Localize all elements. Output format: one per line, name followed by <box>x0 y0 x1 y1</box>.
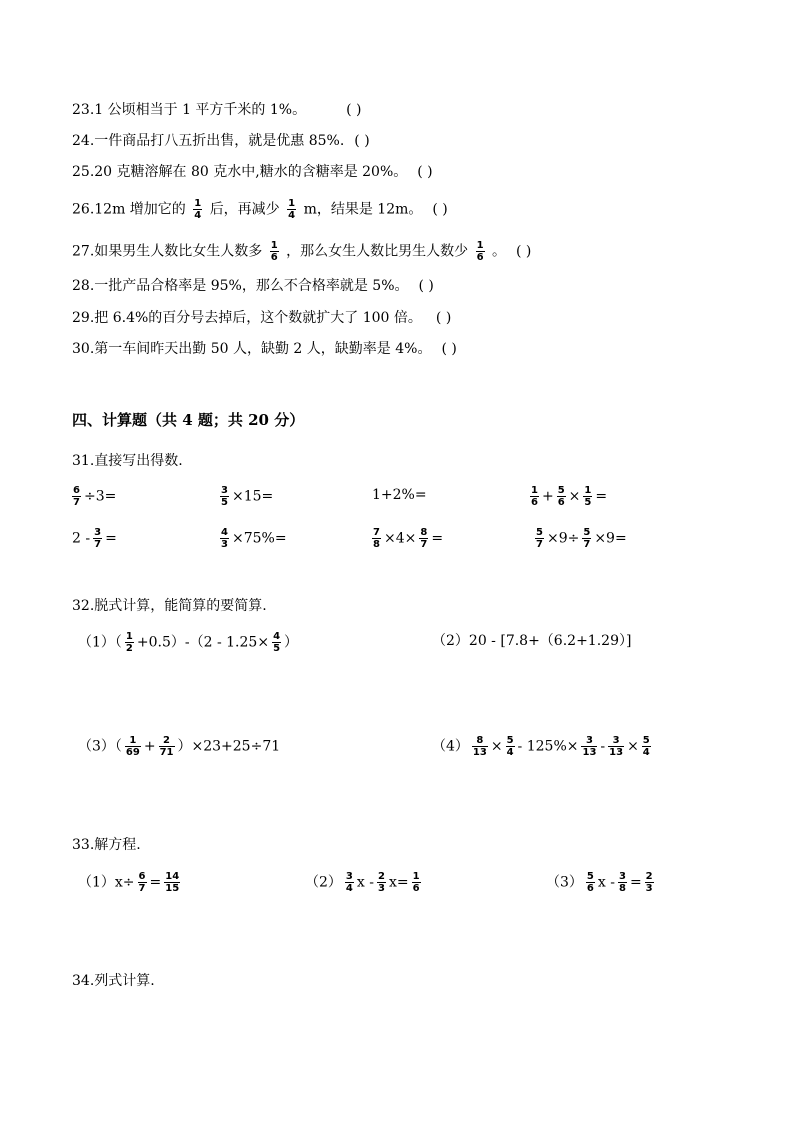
fraction: $\frac{1}{6}$ <box>270 240 278 263</box>
calc-item: $\frac{4}{3}$ ×75%= <box>221 527 287 550</box>
question-33-title: 33.解方程. <box>72 837 141 853</box>
fraction: $\frac{1}{4}$ <box>194 198 202 221</box>
question-text: 24.一件商品打八五折出售，就是优惠 85%. <box>72 133 345 149</box>
fraction: $\frac{3}{13}$ <box>582 735 597 758</box>
question-text: 。 <box>492 243 507 260</box>
calc-problem-2: （2）20 - [7.8+（6.2+1.29）] <box>432 633 632 649</box>
question-27 <box>72 240 531 263</box>
fraction: $\frac{5}{4}$ <box>642 735 650 758</box>
fraction: $\frac{1}{2}$ <box>125 631 133 654</box>
calc-item: $\frac{7}{8}$ ×4× $\frac{8}{7}$ = <box>373 527 444 550</box>
answer-paren: ( ) <box>418 278 434 294</box>
answer-paren: ( ) <box>432 201 448 218</box>
question-text: m，结果是 12m。 <box>303 201 423 218</box>
equation-3: （3） $\frac{5}{6}$ x - $\frac{3}{8}$ = $\frac{2}{3}$ <box>546 871 653 894</box>
equation-1: （1）x÷ $\frac{6}{7}$ = $\frac{14}{15}$ <box>78 871 180 894</box>
question-23 <box>72 100 361 120</box>
question-32-title: 32.脱式计算，能简算的要简算. <box>72 598 267 614</box>
fraction: $\frac{1}{69}$ <box>125 735 140 758</box>
calc-problem-4: （4） $\frac{8}{13}$ × $\frac{5}{4}$ - 125%× $\frac{3}{13}$ - $\frac{3}{13}$ × $\frac{5}{4}$ <box>432 735 650 758</box>
question-text: ，那么女生人数比男生人数少 <box>286 243 469 260</box>
fraction: $\frac{8}{13}$ <box>472 735 487 758</box>
question-25 <box>72 162 433 182</box>
fraction: $\frac{3}{13}$ <box>609 735 624 758</box>
answer-paren: ( ) <box>441 341 457 357</box>
section-title: 四、计算题（共 4 题；共 20 分） <box>72 411 305 429</box>
question-30 <box>72 339 457 359</box>
question-text: 25.20 克糖溶解在 80 克水中,糖水的含糖率是 20%。 <box>72 164 408 180</box>
fraction: $\frac{1}{6}$ <box>531 485 538 508</box>
answer-paren: ( ) <box>435 310 452 326</box>
answer-paren: ( ) <box>516 243 532 260</box>
fraction: $\frac{3}{5}$ <box>221 485 228 508</box>
answer-paren: ( ) <box>346 102 362 118</box>
fraction: $\frac{1}{4}$ <box>288 198 296 221</box>
fraction: $\frac{5}{7}$ <box>583 527 591 550</box>
fraction: $\frac{3}{7}$ <box>94 527 102 550</box>
question-text: 29.把 6.4%的百分号去掉后，这个数就扩大了 100 倍。 <box>72 310 422 326</box>
equation-2: （2） $\frac{3}{4}$ x - $\frac{2}{3}$ x= $\frac{1}{6}$ <box>305 871 420 894</box>
question-26 <box>72 198 448 221</box>
calc-item: $\frac{1}{6}$ + $\frac{5}{6}$ × $\frac{1}{5}$ = <box>531 485 608 508</box>
fraction: $\frac{6}{7}$ <box>73 485 80 508</box>
fraction: $\frac{4}{3}$ <box>221 527 228 550</box>
question-24 <box>72 131 370 151</box>
question-text: 27.如果男生人数比女生人数多 <box>72 243 263 260</box>
fraction: $\frac{5}{4}$ <box>506 735 514 758</box>
calc-item: $\frac{5}{7}$ ×9÷ $\frac{5}{7}$ ×9= <box>536 527 627 550</box>
fraction: $\frac{14}{15}$ <box>165 871 180 894</box>
fraction: $\frac{2}{3}$ <box>645 871 653 894</box>
question-text: 后，再减少 <box>209 201 280 218</box>
fraction: $\frac{1}{6}$ <box>412 871 420 894</box>
question-text: 28.一批产品合格率是 95%，那么不合格率就是 5%。 <box>72 278 409 294</box>
calc-item: $\frac{3}{5}$ ×15= <box>221 485 274 508</box>
fraction: $\frac{2}{3}$ <box>377 871 385 894</box>
question-text: 30.第一车间昨天出勤 50 人，缺勤 2 人，缺勤率是 4%。 <box>72 341 432 357</box>
question-28 <box>72 276 434 296</box>
fraction: $\frac{5}{7}$ <box>536 527 543 550</box>
fraction: $\frac{2}{71}$ <box>159 735 174 758</box>
fraction: $\frac{5}{6}$ <box>557 485 565 508</box>
calc-item: 1+2%= <box>372 487 427 503</box>
fraction: $\frac{3}{8}$ <box>618 871 626 894</box>
fraction: $\frac{4}{5}$ <box>273 631 281 654</box>
calc-item: $\frac{6}{7}$ ÷3= <box>73 485 117 508</box>
answer-paren: ( ) <box>417 164 433 180</box>
question-34-title: 34.列式计算. <box>72 973 155 989</box>
question-29 <box>72 308 451 328</box>
fraction: $\frac{5}{6}$ <box>586 871 594 894</box>
calc-problem-3: （3）（ $\frac{1}{69}$ + $\frac{2}{71}$ ）×23+25÷71 <box>78 735 281 758</box>
calc-problem-1: （1）（ $\frac{1}{2}$ +0.5）-（2 - 1.25× $\frac{4}{5}$ ） <box>78 631 299 654</box>
fraction: $\frac{8}{7}$ <box>420 527 428 550</box>
question-31-title: 31.直接写出得数. <box>72 453 183 469</box>
question-text: 23.1 公顷相当于 1 平方千米的 1%。 <box>72 102 307 118</box>
fraction: $\frac{6}{7}$ <box>138 871 146 894</box>
question-text: 26.12m 增加它的 <box>72 201 186 218</box>
fraction: $\frac{3}{4}$ <box>345 871 353 894</box>
fraction: $\frac{1}{5}$ <box>584 485 592 508</box>
calc-item: 2 - $\frac{3}{7}$ = <box>72 527 117 550</box>
fraction: $\frac{1}{6}$ <box>476 240 484 263</box>
answer-paren: ( ) <box>354 133 370 149</box>
fraction: $\frac{7}{8}$ <box>373 527 380 550</box>
